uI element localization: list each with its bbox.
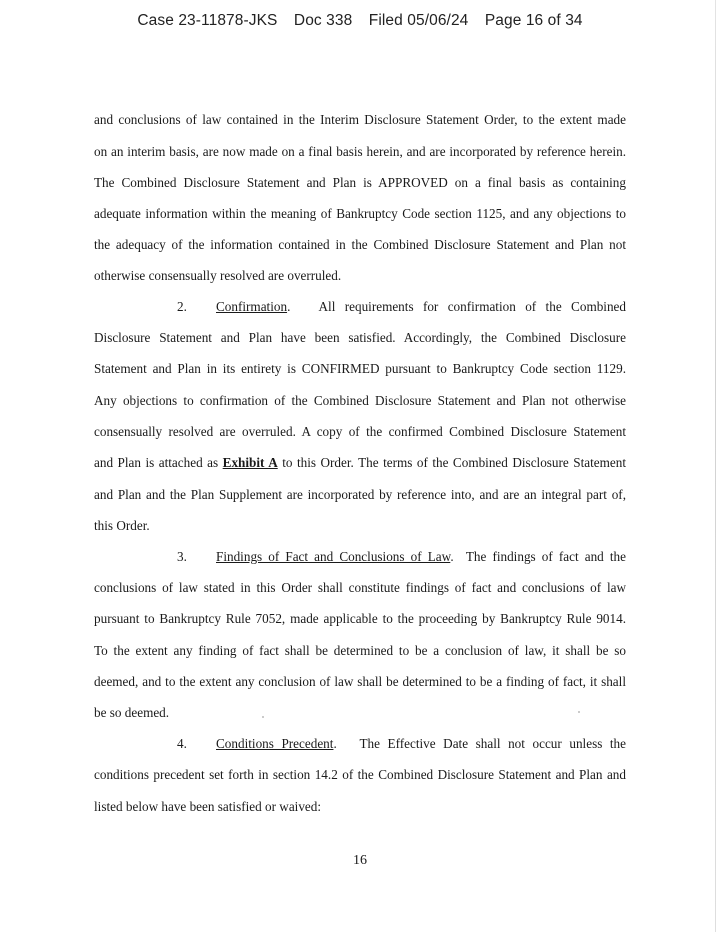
page-number: 16 <box>353 853 367 868</box>
case-number: Case 23-11878-JKS <box>137 12 278 29</box>
section-heading: Conditions Precedent <box>216 736 334 751</box>
text-line: and conclusions of law contained in the Interim Disclosure Statement Order, to the extent made <box>94 112 626 127</box>
text-line: To the extent any finding of fact shall be determined to be a conclusion of law, it shall be so <box>94 643 626 658</box>
text-line: otherwise consensually resolved are overruled. <box>94 268 342 283</box>
text-line: conditions precedent set forth in section 14.2 of the Combined Disclosure Statement and Plan and <box>94 767 626 782</box>
text-line: on an interim basis, are now made on a final basis herein, and are incorporated by reference herein. <box>94 144 626 159</box>
section-first-line: Conditions Precedent. The Effective Date shall not occur unless the <box>216 736 627 751</box>
section-first-line: Findings of Fact and Conclusions of Law. The findings of fact and the <box>216 549 626 564</box>
text-span: The Effective Date shall not occur unless the <box>359 736 627 751</box>
section-number: 4. <box>177 736 187 751</box>
text-line: The Combined Disclosure Statement and Plan is APPROVED on a final basis as containing <box>94 175 626 190</box>
text-line: consensually resolved are overruled. A copy of the confirmed Combined Disclosure Statement <box>94 424 626 439</box>
text-line: the adequacy of the information contained in the Combined Disclosure Statement and Plan not <box>94 237 626 252</box>
exhibit-a-reference: Exhibit A <box>222 455 278 470</box>
section-heading: Findings of Fact and Conclusions of Law <box>216 549 451 564</box>
text-line: pursuant to Bankruptcy Rule 7052, made applicable to the proceeding by Bankruptcy Rule 9014. <box>94 611 626 626</box>
text-line: deemed, and to the extent any conclusion of law shall be determined to be a finding of fact, it shall <box>94 674 626 689</box>
text-line: conclusions of law stated in this Order shall constitute findings of fact and conclusions of law <box>94 580 626 595</box>
filed-date: Filed 05/06/24 <box>368 12 469 29</box>
document-number: Doc 338 <box>293 12 353 29</box>
text-span: to this Order. The terms of the Combined Disclosure Statement <box>282 455 626 470</box>
text-line: and Plan and the Plan Supplement are incorporated by reference into, and are an integral part of, <box>94 487 626 502</box>
text-span: and Plan is attached as <box>94 455 219 470</box>
text-span: All requirements for confirmation of the Combined <box>318 299 626 314</box>
scan-edge-shadow <box>715 0 716 932</box>
section-number: 2. <box>177 299 187 314</box>
text-line-exhibit <box>94 454 626 472</box>
text-line: Statement and Plan in its entirety is CONFIRMED pursuant to Bankruptcy Code section 1129. <box>94 361 626 376</box>
scan-speck <box>262 716 264 718</box>
page-indicator: Page 16 of 34 <box>484 12 583 29</box>
section-first-line: Confirmation. All requirements for confirmation of the Combined <box>216 299 626 314</box>
text-line: adequate information within the meaning of Bankruptcy Code section 1125, and any objections to <box>94 206 626 221</box>
scan-speck <box>578 711 580 713</box>
text-span: The findings of fact and the <box>465 549 626 564</box>
court-filing-header <box>0 12 720 30</box>
text-line: be so deemed. <box>94 705 170 720</box>
text-line: this Order. <box>94 518 150 533</box>
text-line: Disclosure Statement and Plan have been satisfied. Accordingly, the Combined Disclosure <box>94 330 626 345</box>
text-line: Any objections to confirmation of the Combined Disclosure Statement and Plan not otherwise <box>94 393 626 408</box>
section-number: 3. <box>177 549 187 564</box>
text-line: listed below have been satisfied or waived: <box>94 799 322 814</box>
section-heading: Confirmation <box>216 299 288 314</box>
